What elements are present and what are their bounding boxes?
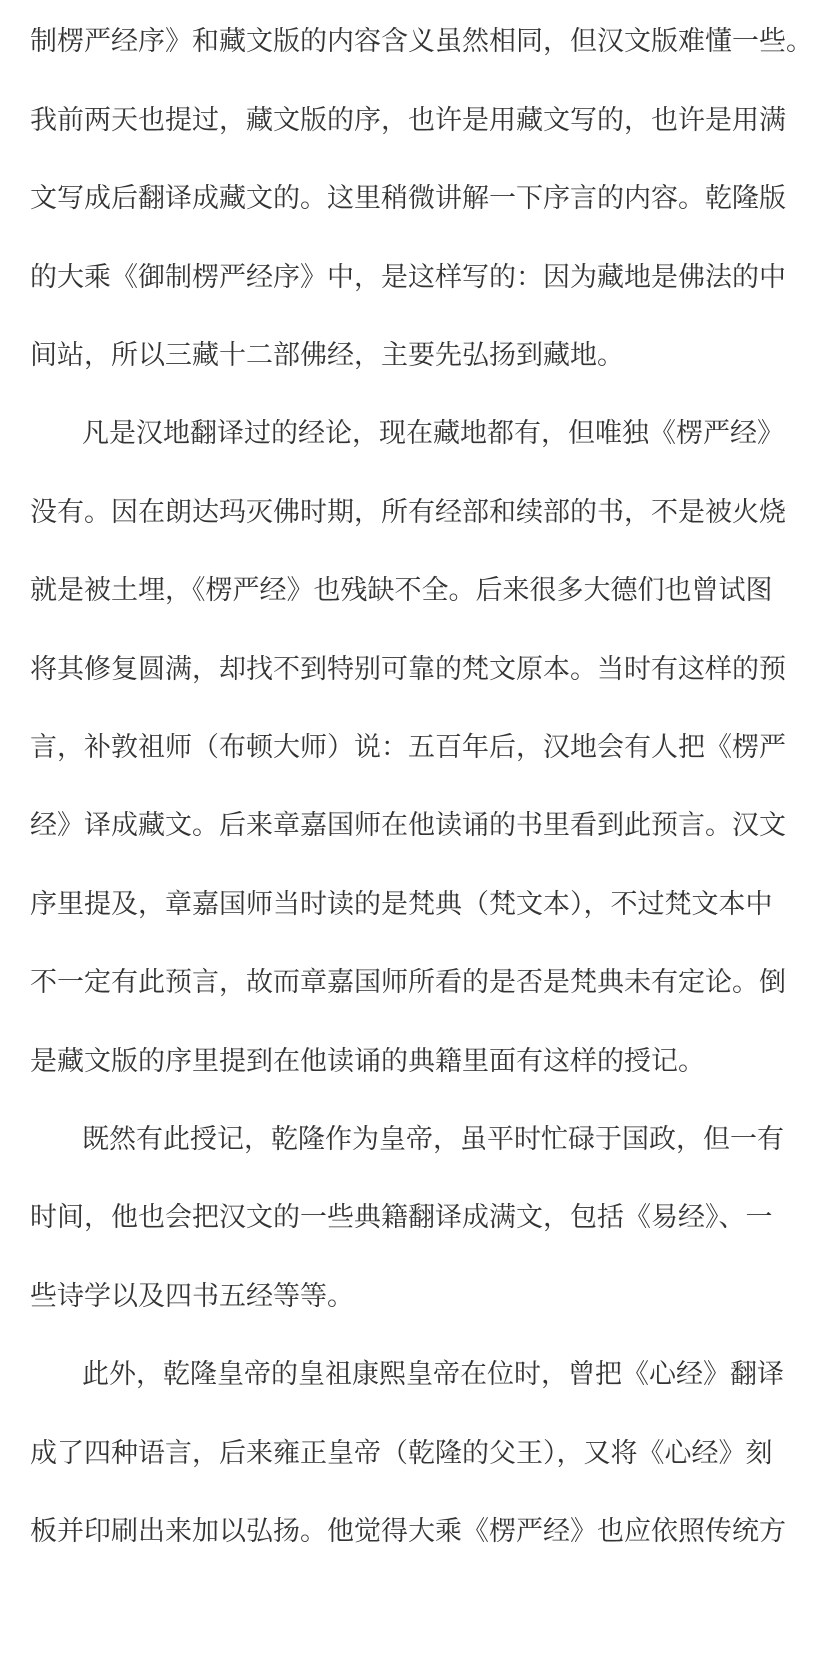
text-line-4: 的大乘《御制楞严经序》中，是这样写的：因为藏地是佛法的中 [30, 262, 786, 293]
text-line-7: 没有。因在朗达玛灭佛时期，所有经部和续部的书，不是被火烧 [30, 497, 786, 528]
text-line-2: 我前两天也提过，藏文版的序，也许是用藏文写的，也许是用满 [30, 105, 786, 136]
text-line-16: 时间，他也会把汉文的一些典籍翻译成满文，包括《易经》、一 [30, 1202, 773, 1233]
text-line-1: 制楞严经序》和藏文版的内容含义虽然相同，但汉文版难懂一些。 [30, 26, 813, 57]
text-line-13: 不一定有此预言，故而章嘉国师所看的是否是梵典未有定论。倒 [30, 967, 786, 998]
text-line-19: 成了四种语言，后来雍正皇帝（乾隆的父王），又将《心经》刻 [30, 1438, 773, 1469]
text-line-11: 经》译成藏文。后来章嘉国师在他读诵的书里看到此预言。汉文 [30, 810, 786, 841]
text-line-12: 序里提及，章嘉国师当时读的是梵典（梵文本），不过梵文本中 [30, 889, 773, 920]
text-line-15: 既然有此授记，乾隆作为皇帝，虽平时忙碌于国政，但一有 [82, 1124, 784, 1155]
text-line-20: 板并印刷出来加以弘扬。他觉得大乘《楞严经》也应依照传统方 [30, 1516, 786, 1547]
text-line-17: 些诗学以及四书五经等等。 [30, 1281, 354, 1312]
text-line-8: 就是被土埋，《楞严经》也残缺不全。后来很多大德们也曾试图 [30, 575, 773, 606]
text-line-9: 将其修复圆满，却找不到特别可靠的梵文原本。当时有这样的预 [30, 654, 786, 685]
text-line-18: 此外，乾隆皇帝的皇祖康熙皇帝在位时，曾把《心经》翻译 [82, 1359, 784, 1390]
text-line-10: 言，补敦祖师（布顿大师）说：五百年后，汉地会有人把《楞严 [30, 732, 786, 763]
text-line-3: 文写成后翻译成藏文的。这里稍微讲解一下序言的内容。乾隆版 [30, 183, 786, 214]
text-line-14: 是藏文版的序里提到在他读诵的典籍里面有这样的授记。 [30, 1046, 705, 1077]
text-line-6: 凡是汉地翻译过的经论，现在藏地都有，但唯独《楞严经》 [82, 418, 784, 449]
text-line-5: 间站，所以三藏十二部佛经，主要先弘扬到藏地。 [30, 340, 624, 371]
